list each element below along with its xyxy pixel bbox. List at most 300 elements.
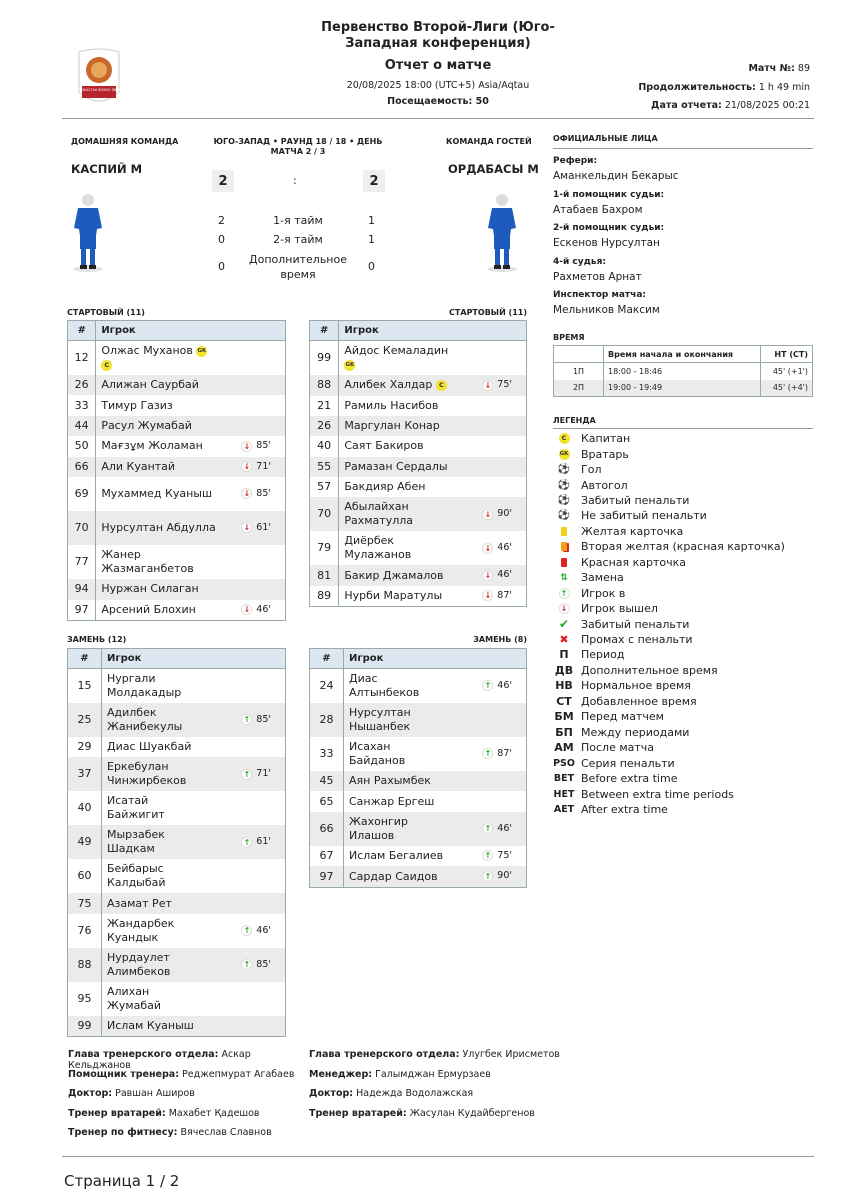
legend-text: Игрок в — [581, 586, 626, 600]
event-cell — [447, 846, 527, 867]
player-number: 79 — [310, 531, 339, 565]
legend-text: Between extra time periods — [581, 787, 734, 801]
event-cell — [455, 416, 526, 436]
legend-text: Капитан — [581, 432, 631, 446]
away-subs-label: ЗАМЕНЬ (8) — [473, 635, 527, 644]
player-number: 89 — [310, 586, 339, 607]
player-in-icon: ↑ — [482, 680, 493, 691]
time-title: ВРЕМЯ — [553, 333, 585, 342]
player-name-cell — [339, 375, 455, 396]
official-role: 1-й помощник судьи: — [553, 189, 665, 200]
player-in-icon: ↑ — [241, 714, 252, 725]
player-name: Ислам Бегалиев — [349, 849, 444, 863]
away-starting-table — [309, 320, 527, 607]
player-name: Олжас Муханов — [101, 344, 193, 357]
player-number: 77 — [68, 545, 96, 579]
staff-row — [68, 1088, 308, 1108]
event-cell — [455, 531, 526, 565]
table-row — [310, 737, 527, 771]
legend-abbr: БМ — [554, 710, 574, 724]
player-name-cell — [102, 825, 206, 859]
home-starting-table — [67, 320, 286, 621]
player-name-cell — [102, 737, 206, 757]
table-row — [68, 436, 286, 457]
player-name-cell — [344, 866, 447, 887]
player-name-cell — [344, 771, 447, 791]
time-row — [554, 363, 813, 380]
table-row — [68, 791, 286, 825]
player-in-icon: ↑ — [241, 769, 252, 780]
table-row — [68, 859, 286, 893]
player-number: 33 — [68, 395, 96, 415]
legend-item — [555, 647, 625, 662]
player-name-cell — [96, 600, 216, 621]
event-cell — [216, 436, 285, 457]
player-name: Диас Алтынбеков — [349, 672, 420, 699]
player-name: Санжар Ергеш — [349, 794, 435, 808]
official-name: Мельников Максим — [553, 304, 660, 316]
home-period-et: 0 — [218, 260, 225, 273]
player-number: 65 — [310, 791, 344, 811]
period-range: 18:00 - 18:46 — [604, 363, 761, 380]
legend-text: After extra time — [581, 802, 668, 816]
goalkeeper-icon: GK — [196, 346, 207, 357]
event-cell — [216, 545, 285, 579]
player-name: Диас Шуакбай — [107, 740, 192, 754]
player-name: Нурсултан Нышанбек — [349, 706, 411, 733]
player-name: Айдос Кемаладин — [344, 344, 449, 357]
player-name: Расул Жумабай — [101, 418, 192, 432]
legend-text: Игрок вышел — [581, 602, 658, 616]
player-name-cell — [339, 396, 455, 416]
event-cell — [447, 812, 527, 846]
legend-title: ЛЕГЕНДА — [553, 416, 596, 425]
player-name-cell — [339, 477, 455, 497]
sub-minute: 75' — [497, 379, 512, 390]
legend-item — [555, 694, 697, 709]
home-starting-label: СТАРТОВЫЙ (11) — [67, 308, 145, 317]
player-number: 88 — [310, 375, 339, 396]
table-row — [68, 416, 286, 436]
sub-minute: 85' — [256, 713, 271, 725]
sub-minute: 90' — [497, 870, 512, 882]
player-out-icon: ↓ — [241, 461, 252, 472]
legend-item — [555, 570, 624, 585]
player-name: Тимур Газиз — [101, 398, 173, 412]
event-cell — [216, 341, 285, 376]
player-name-cell — [96, 375, 216, 395]
legend-item — [555, 709, 664, 724]
table-row — [310, 396, 527, 416]
legend-item — [555, 508, 707, 523]
player-number: 12 — [68, 341, 96, 376]
col-number: # — [68, 321, 96, 341]
player-number: 15 — [68, 669, 102, 704]
player-in-icon: ↑ — [482, 823, 493, 834]
legend-text: Промах с пенальти — [581, 633, 693, 647]
captain-icon: C — [555, 433, 573, 444]
event-cell — [206, 982, 286, 1016]
period-et-label: Дополнительное время — [249, 253, 347, 281]
player-name: Азамат Рет — [107, 896, 172, 910]
staff-role: Тренер вратарей: — [309, 1107, 407, 1119]
away-team-name: ОРДАБАСЫ М — [448, 162, 539, 176]
event-cell — [447, 737, 527, 771]
player-name: Ислам Куаныш — [107, 1018, 194, 1032]
period-1-label: 1-я тайм — [273, 214, 323, 227]
player-in-icon: ↑ — [241, 925, 252, 936]
player-name: Нургали Молдакадыр — [107, 672, 182, 699]
home-score: 2 — [212, 170, 234, 192]
score-separator: : — [293, 174, 297, 187]
event-cell — [206, 1016, 286, 1037]
player-number: 50 — [68, 436, 96, 457]
player-name: Рамазан Сердалы — [344, 459, 448, 473]
event-cell — [455, 477, 526, 497]
goalkeeper-icon: GK — [555, 449, 573, 460]
table-row — [68, 545, 286, 579]
staff-name: Махабет Қадешов — [168, 1107, 260, 1119]
home-team-name: КАСПИЙ М — [71, 162, 143, 176]
player-name: Адилбек Жанибекулы — [107, 706, 183, 733]
event-cell — [447, 866, 527, 887]
event-cell — [455, 375, 526, 396]
event-cell — [206, 737, 286, 757]
sub-minute: 85' — [256, 958, 271, 970]
sub-minute: 90' — [497, 508, 512, 520]
sub-minute: 85' — [256, 440, 271, 452]
legend-item — [555, 555, 686, 570]
player-number: 76 — [68, 914, 102, 948]
goalkeeper-icon: GK — [344, 360, 355, 371]
player-name: Нуржан Силаган — [101, 582, 199, 596]
event-cell — [455, 436, 526, 456]
staff-name: Равшан Аширов — [115, 1088, 195, 1100]
sub-minute: 46' — [256, 603, 271, 615]
period-name: 1П — [554, 363, 604, 380]
table-row — [68, 893, 286, 913]
table-row — [310, 586, 527, 607]
col-player: Игрок — [344, 649, 527, 669]
col-player: Игрок — [96, 321, 286, 341]
away-starting-label: СТАРТОВЫЙ (11) — [449, 308, 527, 317]
away-staff — [309, 1049, 569, 1127]
yellow-card-icon — [555, 527, 573, 536]
player-name-cell — [102, 757, 206, 791]
legend-item — [555, 786, 734, 801]
legend-item — [555, 462, 601, 477]
player-name-cell — [339, 531, 455, 565]
divider — [62, 118, 814, 119]
sub-minute: 46' — [497, 542, 512, 554]
sub-minute: 46' — [497, 569, 512, 581]
player-name-cell — [344, 737, 447, 771]
player-name: Маргулан Конар — [344, 419, 440, 433]
table-row — [68, 395, 286, 415]
player-name: Диёрбек Мулажанов — [344, 534, 412, 562]
table-row — [68, 579, 286, 599]
event-cell — [206, 791, 286, 825]
report-subtitle: Отчет о матче — [384, 58, 492, 73]
legend-text: Не забитый пенальти — [581, 509, 707, 523]
table-row — [310, 565, 527, 586]
penalty-goal-icon: ⚽ — [557, 494, 571, 506]
red-card-icon — [555, 558, 573, 567]
legend-item — [555, 616, 689, 631]
legend-text: Нормальное время — [581, 679, 691, 693]
divider — [553, 428, 813, 429]
player-name-cell — [96, 511, 216, 545]
official-name: Ескенов Нурсултан — [553, 237, 660, 249]
table-row — [310, 866, 527, 887]
player-name: Исатай Байжигит — [107, 794, 165, 822]
legend-text: Красная карточка — [581, 555, 687, 569]
table-row — [68, 669, 286, 704]
player-name-cell — [96, 341, 216, 376]
home-period-2: 0 — [218, 233, 225, 246]
staff-row — [68, 1108, 308, 1128]
event-cell — [216, 511, 285, 545]
player-number: 28 — [310, 703, 344, 737]
player-number: 67 — [310, 846, 344, 867]
player-number: 25 — [68, 703, 102, 737]
player-name-cell — [344, 812, 447, 846]
col-start-end: Время начала и окончания — [604, 346, 761, 363]
substitution-icon: ⇅ — [560, 572, 568, 583]
player-out-icon: ↓ — [482, 380, 493, 391]
legend-text: Автогол — [581, 478, 628, 492]
player-name-cell — [102, 893, 206, 913]
staff-role: Доктор: — [309, 1088, 354, 1100]
player-name-cell — [339, 457, 455, 477]
player-name: Нурсултан Абдулла — [101, 521, 216, 535]
page-number: Страница 1 / 2 — [64, 1172, 180, 1190]
legend-abbr: БП — [555, 725, 573, 739]
table-row — [68, 825, 286, 859]
player-number: 40 — [310, 436, 339, 456]
legend-text: Забитый пенальти — [581, 617, 690, 631]
table-row — [310, 531, 527, 565]
legend-item — [555, 477, 628, 492]
officials-title: ОФИЦИАЛЬНЫЕ ЛИЦА — [553, 134, 658, 143]
table-row — [68, 457, 286, 478]
table-row — [310, 771, 527, 791]
legend-text: Before extra time — [581, 772, 678, 786]
event-cell — [206, 914, 286, 948]
player-in-icon: ↑ — [482, 850, 493, 861]
away-period-et: 0 — [368, 260, 375, 273]
player-out-icon: ↓ — [482, 570, 493, 581]
player-name: Алижан Саурбай — [101, 378, 199, 392]
staff-role: Тренер по фитнесу: — [68, 1127, 178, 1139]
staff-row — [309, 1069, 569, 1089]
event-cell — [216, 600, 285, 621]
event-cell — [216, 395, 285, 415]
staff-name: Улугбек Ирисметов — [462, 1049, 560, 1060]
home-subs-label: ЗАМЕНЬ (12) — [67, 635, 127, 644]
staff-name: Жасулан Кудайбергенов — [409, 1107, 535, 1119]
player-number: 70 — [68, 511, 96, 545]
player-name: Жахонгир Илашов — [349, 814, 408, 842]
sub-minute: 87' — [497, 589, 512, 601]
player-out-icon: ↓ — [241, 522, 252, 533]
legend-text: Забитый пенальти — [581, 493, 690, 507]
player-name-cell — [102, 859, 206, 893]
away-kit-icon — [484, 192, 520, 274]
match-number: Матч №: 89 — [748, 63, 810, 74]
player-in-icon: ↑ — [482, 871, 493, 882]
legend-item — [555, 601, 658, 616]
official-name: Рахметов Арнат — [553, 270, 642, 283]
player-name: Бакдияр Абен — [344, 480, 426, 494]
event-cell — [206, 859, 286, 893]
legend-item — [555, 663, 718, 678]
player-name-cell — [339, 586, 455, 607]
player-number: 26 — [310, 416, 339, 436]
time-row — [554, 380, 813, 397]
legend-abbr: PSO — [553, 757, 575, 769]
event-cell — [455, 341, 526, 376]
player-name: Мухаммед Куаныш — [101, 487, 213, 501]
official-item — [553, 290, 813, 324]
legend-item — [555, 678, 691, 693]
col-player: Игрок — [102, 649, 286, 669]
player-name-cell — [339, 416, 455, 436]
player-number: 21 — [310, 396, 339, 416]
player-name: Мағзұм Жоламан — [101, 439, 203, 453]
player-name-cell — [102, 669, 206, 704]
staff-role: Тренер вратарей: — [68, 1107, 166, 1119]
player-name: Саят Бакиров — [344, 439, 424, 453]
player-number: 45 — [310, 771, 344, 791]
period-ht: 45' (+1') — [772, 366, 808, 376]
period-ht: 45' (+4') — [761, 380, 813, 397]
away-label: КОМАНДА ГОСТЕЙ — [446, 137, 532, 146]
event-cell — [206, 703, 286, 737]
player-name: Бейбарыс Калдыбай — [107, 862, 166, 890]
event-cell — [216, 579, 285, 599]
player-name: Нурби Маратулы — [344, 589, 443, 603]
league-logo — [74, 48, 124, 110]
time-table — [553, 345, 813, 397]
home-subs-table — [67, 648, 286, 1037]
player-in-icon: ↑ — [555, 588, 573, 599]
legend-item — [555, 446, 629, 461]
official-role: 2-й помощник судьи: — [553, 223, 665, 233]
table-row — [68, 600, 286, 621]
away-score: 2 — [363, 170, 385, 192]
staff-name: Аскар Кельджанов — [68, 1049, 251, 1071]
player-name-cell — [339, 436, 455, 456]
official-item — [553, 190, 813, 224]
staff-role: Глава тренерского отдела: — [68, 1049, 219, 1060]
player-name-cell — [102, 948, 206, 982]
legend-text: После матча — [581, 741, 655, 755]
table-row — [310, 416, 527, 436]
player-number: 75 — [68, 893, 102, 913]
legend-item — [555, 539, 785, 554]
player-number: 37 — [68, 757, 102, 791]
player-number: 33 — [310, 737, 344, 771]
legend-text: Перед матчем — [581, 710, 664, 724]
player-out-icon: ↓ — [482, 509, 493, 520]
player-number: 44 — [68, 416, 96, 436]
player-name-cell — [102, 791, 206, 825]
player-number: 99 — [68, 1016, 102, 1037]
player-name: Исахан Байданов — [349, 740, 406, 767]
legend-text: Замена — [581, 571, 624, 585]
player-name-cell — [339, 341, 455, 376]
player-name-cell — [96, 579, 216, 599]
player-number: 97 — [68, 600, 96, 621]
legend-text: Дополнительное время — [581, 663, 718, 677]
official-item — [553, 223, 813, 257]
table-row — [310, 477, 527, 497]
player-name-cell — [344, 846, 447, 867]
event-cell — [206, 948, 286, 982]
match-datetime: 20/08/2025 18:00 (UTC+5) Asia/Aqtau — [346, 80, 530, 91]
player-out-icon: ↓ — [482, 543, 493, 554]
second-yellow-icon — [555, 542, 573, 551]
official-role: Рефери: — [553, 156, 598, 166]
legend-item — [555, 725, 689, 740]
table-row — [310, 497, 527, 531]
legend-abbr: AET — [553, 803, 575, 815]
table-row — [310, 812, 527, 846]
player-in-icon: ↑ — [241, 959, 252, 970]
player-number: 88 — [68, 948, 102, 982]
table-row — [68, 703, 286, 737]
staff-row — [68, 1127, 308, 1147]
legend-text: Серия пенальти — [581, 756, 675, 770]
player-name-cell — [96, 457, 216, 478]
legend-text: Гол — [581, 463, 602, 477]
event-cell — [455, 565, 526, 586]
legend-text: Вратарь — [581, 447, 629, 461]
official-name: Атабаев Бахром — [553, 203, 643, 216]
player-number: 97 — [310, 866, 344, 887]
player-number: 40 — [68, 791, 102, 825]
period-range: 19:00 - 19:49 — [604, 380, 761, 397]
sub-minute: 71' — [256, 768, 271, 780]
player-name: Арсений Блохин — [101, 602, 196, 616]
col-number: # — [310, 649, 344, 669]
player-number: 70 — [310, 497, 339, 531]
player-name-cell — [96, 545, 216, 579]
col-number: # — [310, 321, 339, 341]
col-player: Игрок — [339, 321, 527, 341]
legend-item — [555, 493, 689, 508]
event-cell — [216, 416, 285, 436]
player-name-cell — [344, 669, 447, 704]
legend-abbr: СТ — [556, 694, 572, 708]
player-name: Сардар Саидов — [349, 869, 438, 883]
event-cell — [447, 791, 527, 811]
legend-abbr: НВ — [555, 679, 573, 693]
table-row — [310, 846, 527, 867]
event-cell — [206, 825, 286, 859]
event-cell — [455, 457, 526, 477]
legend-item — [555, 632, 693, 647]
event-cell — [455, 497, 526, 531]
table-row — [68, 948, 286, 982]
player-number: 26 — [68, 375, 96, 395]
player-number: 55 — [310, 457, 339, 477]
home-staff — [68, 1049, 308, 1147]
event-cell — [447, 771, 527, 791]
event-cell — [216, 375, 285, 395]
table-row — [310, 703, 527, 737]
